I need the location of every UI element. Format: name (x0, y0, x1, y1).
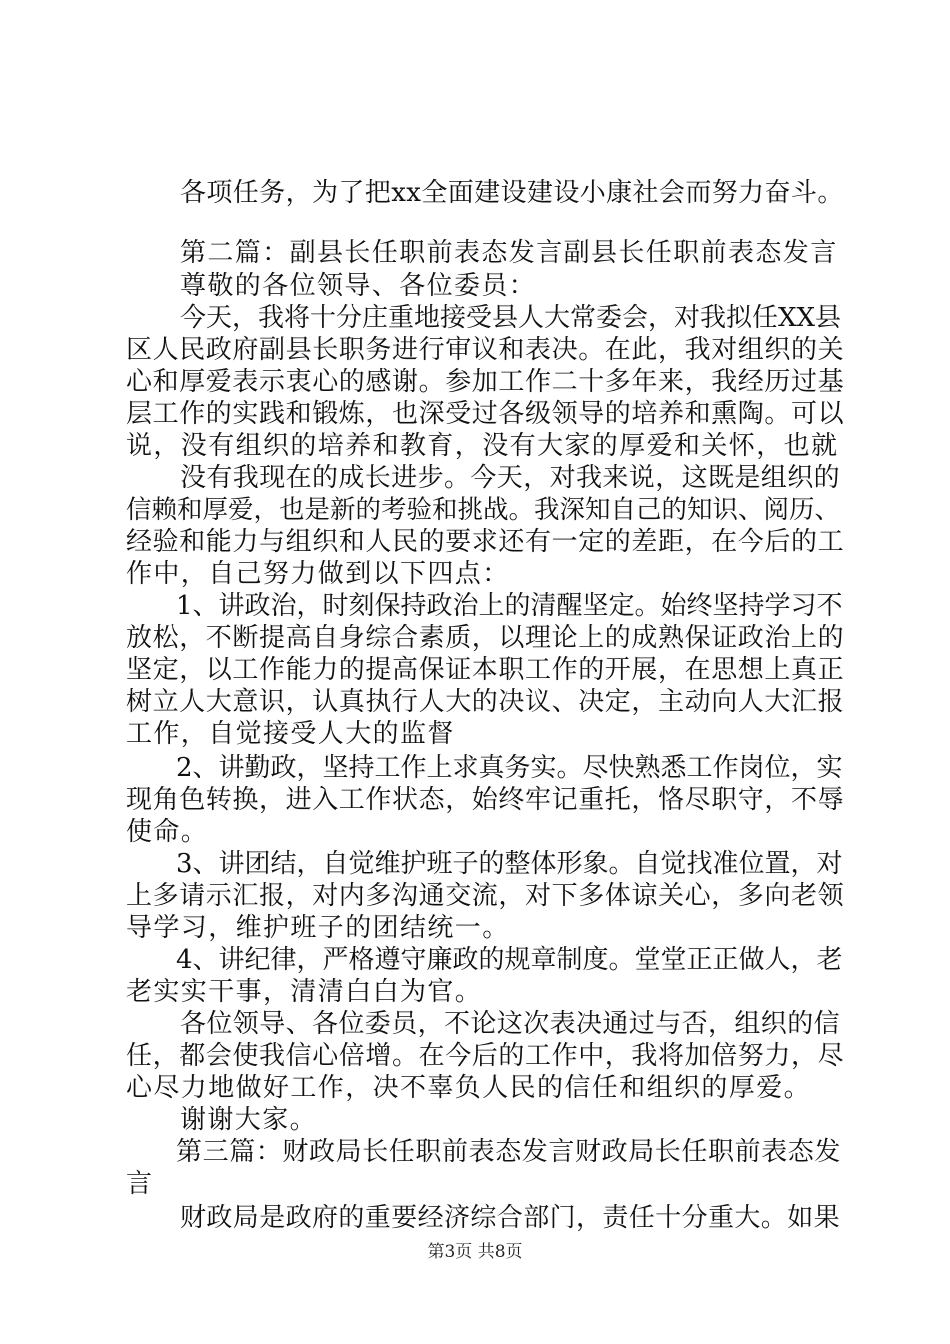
text-line: 心和厚爱表示衷心的感谢。参加工作二十多年来，我经历过基 (126, 367, 845, 397)
salutation: 尊敬的各位领导、各位委员： (180, 271, 537, 301)
text-line: 放松，不断提高自身综合素质，以理论上的成熟保证政治上的 (126, 623, 845, 653)
text-line: 没有我现在的成长进步。今天，对我来说，这既是组织的 (180, 463, 841, 493)
text-line: 财政局是政府的重要经济综合部门，责任十分重大。如果 (180, 1203, 841, 1233)
text-line: 说，没有组织的培养和教育，没有大家的厚爱和关怀，也就 (126, 431, 839, 461)
text-line: 老实实干事，清清白白为官。 (126, 977, 483, 1007)
text-line: 树立人大意识，认真执行人大的决议、决定，主动向人大汇报 (126, 687, 845, 717)
text-line: 今天，我将十分庄重地接受县人大常委会，对我拟任XX县 (180, 303, 842, 333)
text-line: 1、讲政治，时刻保持政治上的清醒坚定。始终坚持学习不 (176, 591, 843, 621)
text-line: 各位领导、各位委员，不论这次表决通过与否，组织的信 (180, 1009, 841, 1039)
text-line: 上多请示汇报，对内多沟通交流，对下多体谅关心，多向老领 (126, 881, 845, 911)
section-heading: 言 (126, 1169, 154, 1199)
text-line: 心尽力地做好工作，决不辜负人民的信任和组织的厚爱。 (126, 1073, 812, 1103)
text-line: 信赖和厚爱，也是新的考验和挑战。我深知自己的知识、阅历、 (126, 495, 841, 525)
text-line: 层工作的实践和锻炼，也深受过各级领导的培养和熏陶。可以 (126, 399, 845, 429)
text-line: 现角色转换，进入工作状态，始终牢记重托，恪尽职守，不辱 (126, 785, 845, 815)
text-line: 4、讲纪律，严格遵守廉政的规章制度。堂堂正正做人，老 (176, 945, 843, 975)
section-heading: 第二篇：副县长任职前表态发言副县长任职前表态发言 (180, 238, 838, 268)
text-line: 坚定，以工作能力的提高保证本职工作的开展，在思想上真正 (126, 655, 845, 685)
text-line: 3、讲团结，自觉维护班子的整体形象。自觉找准位置，对 (176, 849, 843, 879)
text-line: 谢谢大家。 (180, 1105, 318, 1135)
text-line: 导学习，维护班子的团结统一。 (126, 913, 510, 943)
text-line: 经验和能力与组织和人民的要求还有一定的差距，在今后的工 (126, 527, 845, 557)
text-line: 作中，自己努力做到以下四点： (126, 559, 510, 589)
text-line: 任，都会使我信心倍增。在今后的工作中，我将加倍努力，尽 (126, 1041, 845, 1071)
page-number-footer: 第3页 共8页 (427, 1242, 523, 1262)
section-heading: 第三篇：财政局长任职前表态发言财政局长任职前表态发 (176, 1137, 842, 1167)
text-line: 工作，自觉接受人大的监督 (126, 719, 455, 749)
text-line: 各项任务，为了把xx全面建设建设小康社会而努力奋斗。 (180, 178, 844, 208)
text-line: 使命。 (126, 817, 209, 847)
text-line: 区人民政府副县长职务进行审议和表决。在此，我对组织的关 (126, 335, 845, 365)
text-line: 2、讲勤政，坚持工作上求真务实。尽快熟悉工作岗位，实 (176, 753, 843, 783)
